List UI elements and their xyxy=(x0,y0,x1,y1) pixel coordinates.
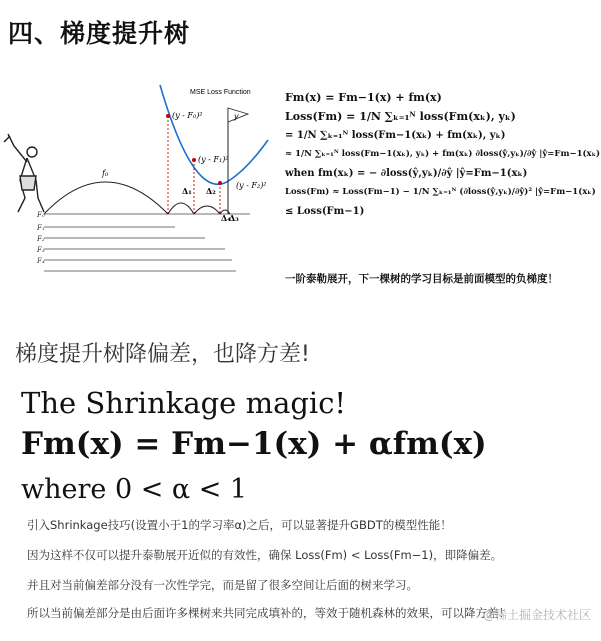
formula-line-5: when fm(xₖ) = − ∂loss(ŷ,yₖ)/∂ŷ |ŷ=Fm−1(xₖ) xyxy=(285,168,528,179)
f0-label: f₀ xyxy=(102,169,109,178)
row-label-f4: F₄ xyxy=(37,257,45,265)
formula-line-3: = 1/N ∑ₖ₌₁ᴺ loss(Fm−1(xₖ) + fm(xₖ), yₖ) xyxy=(285,130,506,141)
watermark: @稀土掘金技术社区 xyxy=(482,608,591,622)
formula-line-2: Loss(Fm) = 1/N ∑ₖ₌₁ᴺ loss(Fm(xₖ), yₖ) xyxy=(285,110,516,123)
flag-icon xyxy=(228,108,248,214)
shrinkage-equation: Fm(x) = Fm−1(x) + αfm(x) xyxy=(21,426,487,462)
paragraph-4: 所以当前偏差部分是由后面许多棵树来共同完成填补的，等效于随机森林的效果，可以降方差！ xyxy=(27,606,510,620)
curve-label-f2: (y - F₂)² xyxy=(236,181,267,190)
paragraph-2: 因为这样不仅可以提升泰勒展开近似的有效性，确保 Loss(Fm) < Loss(Fm−1)，即降偏差。 xyxy=(27,548,503,562)
paragraph-1: 引入Shrinkage技巧(设置小于1的学习率α)之后，可以显著提升GBDT的模型性能！ xyxy=(27,518,452,532)
mse-curve xyxy=(160,85,268,184)
formula-line-6: Loss(Fm) ≈ Loss(Fm−1) − 1/N ∑ₖ₌₁ᴺ (∂loss(ŷ,yₖ)/∂ŷ)² |ŷ=Fm−1(xₖ) xyxy=(285,187,596,197)
flag-label: y xyxy=(234,112,239,121)
row-label-f2: F₂ xyxy=(37,235,45,243)
taylor-note: 一阶泰勒展开，下一棵树的学习目标是前面模型的负梯度！ xyxy=(285,273,558,285)
gradient-formulas xyxy=(285,88,601,221)
curve-label-f1: (y - F₁)² xyxy=(198,155,229,164)
section-heading: 四、梯度提升树 xyxy=(8,19,191,48)
delta-4: Δ₄ xyxy=(221,213,231,223)
formula-line-1: Fm(x) = Fm−1(x) + fm(x) xyxy=(285,91,442,104)
subheading: 梯度提升树降偏差，也降方差! xyxy=(15,342,310,367)
delta-2: Δ₂ xyxy=(206,186,216,196)
formula-line-7: ≤ Loss(Fm−1) xyxy=(285,206,365,217)
row-label-f1: F₁ xyxy=(37,224,45,232)
delta-1: Δ₁ xyxy=(182,186,192,196)
paragraph-3: 并且对当前偏差部分没有一次性学完，而是留了很多空间让后面的树来学习。 xyxy=(27,578,418,592)
golfer-icon xyxy=(4,134,44,212)
golf-boosting-illustration xyxy=(0,80,285,290)
chart-title: MSE Loss Function xyxy=(190,89,251,96)
row-label-f0: F₀ xyxy=(37,211,45,219)
shrinkage-title: The Shrinkage magic! xyxy=(21,386,347,420)
delta-3: Δ₃ xyxy=(229,213,239,223)
row-label-f3: F₃ xyxy=(37,246,45,254)
curve-label-f0: (y - F₀)² xyxy=(172,111,203,120)
shrinkage-condition: where 0 < α < 1 xyxy=(21,474,248,505)
formula-line-4: ≈ 1/N ∑ₖ₌₁ᴺ loss(Fm−1(xₖ), yₖ) + fm(xₖ) ∂loss(ŷ,yₖ)/∂ŷ |ŷ=Fm−1(xₖ) xyxy=(285,149,601,159)
